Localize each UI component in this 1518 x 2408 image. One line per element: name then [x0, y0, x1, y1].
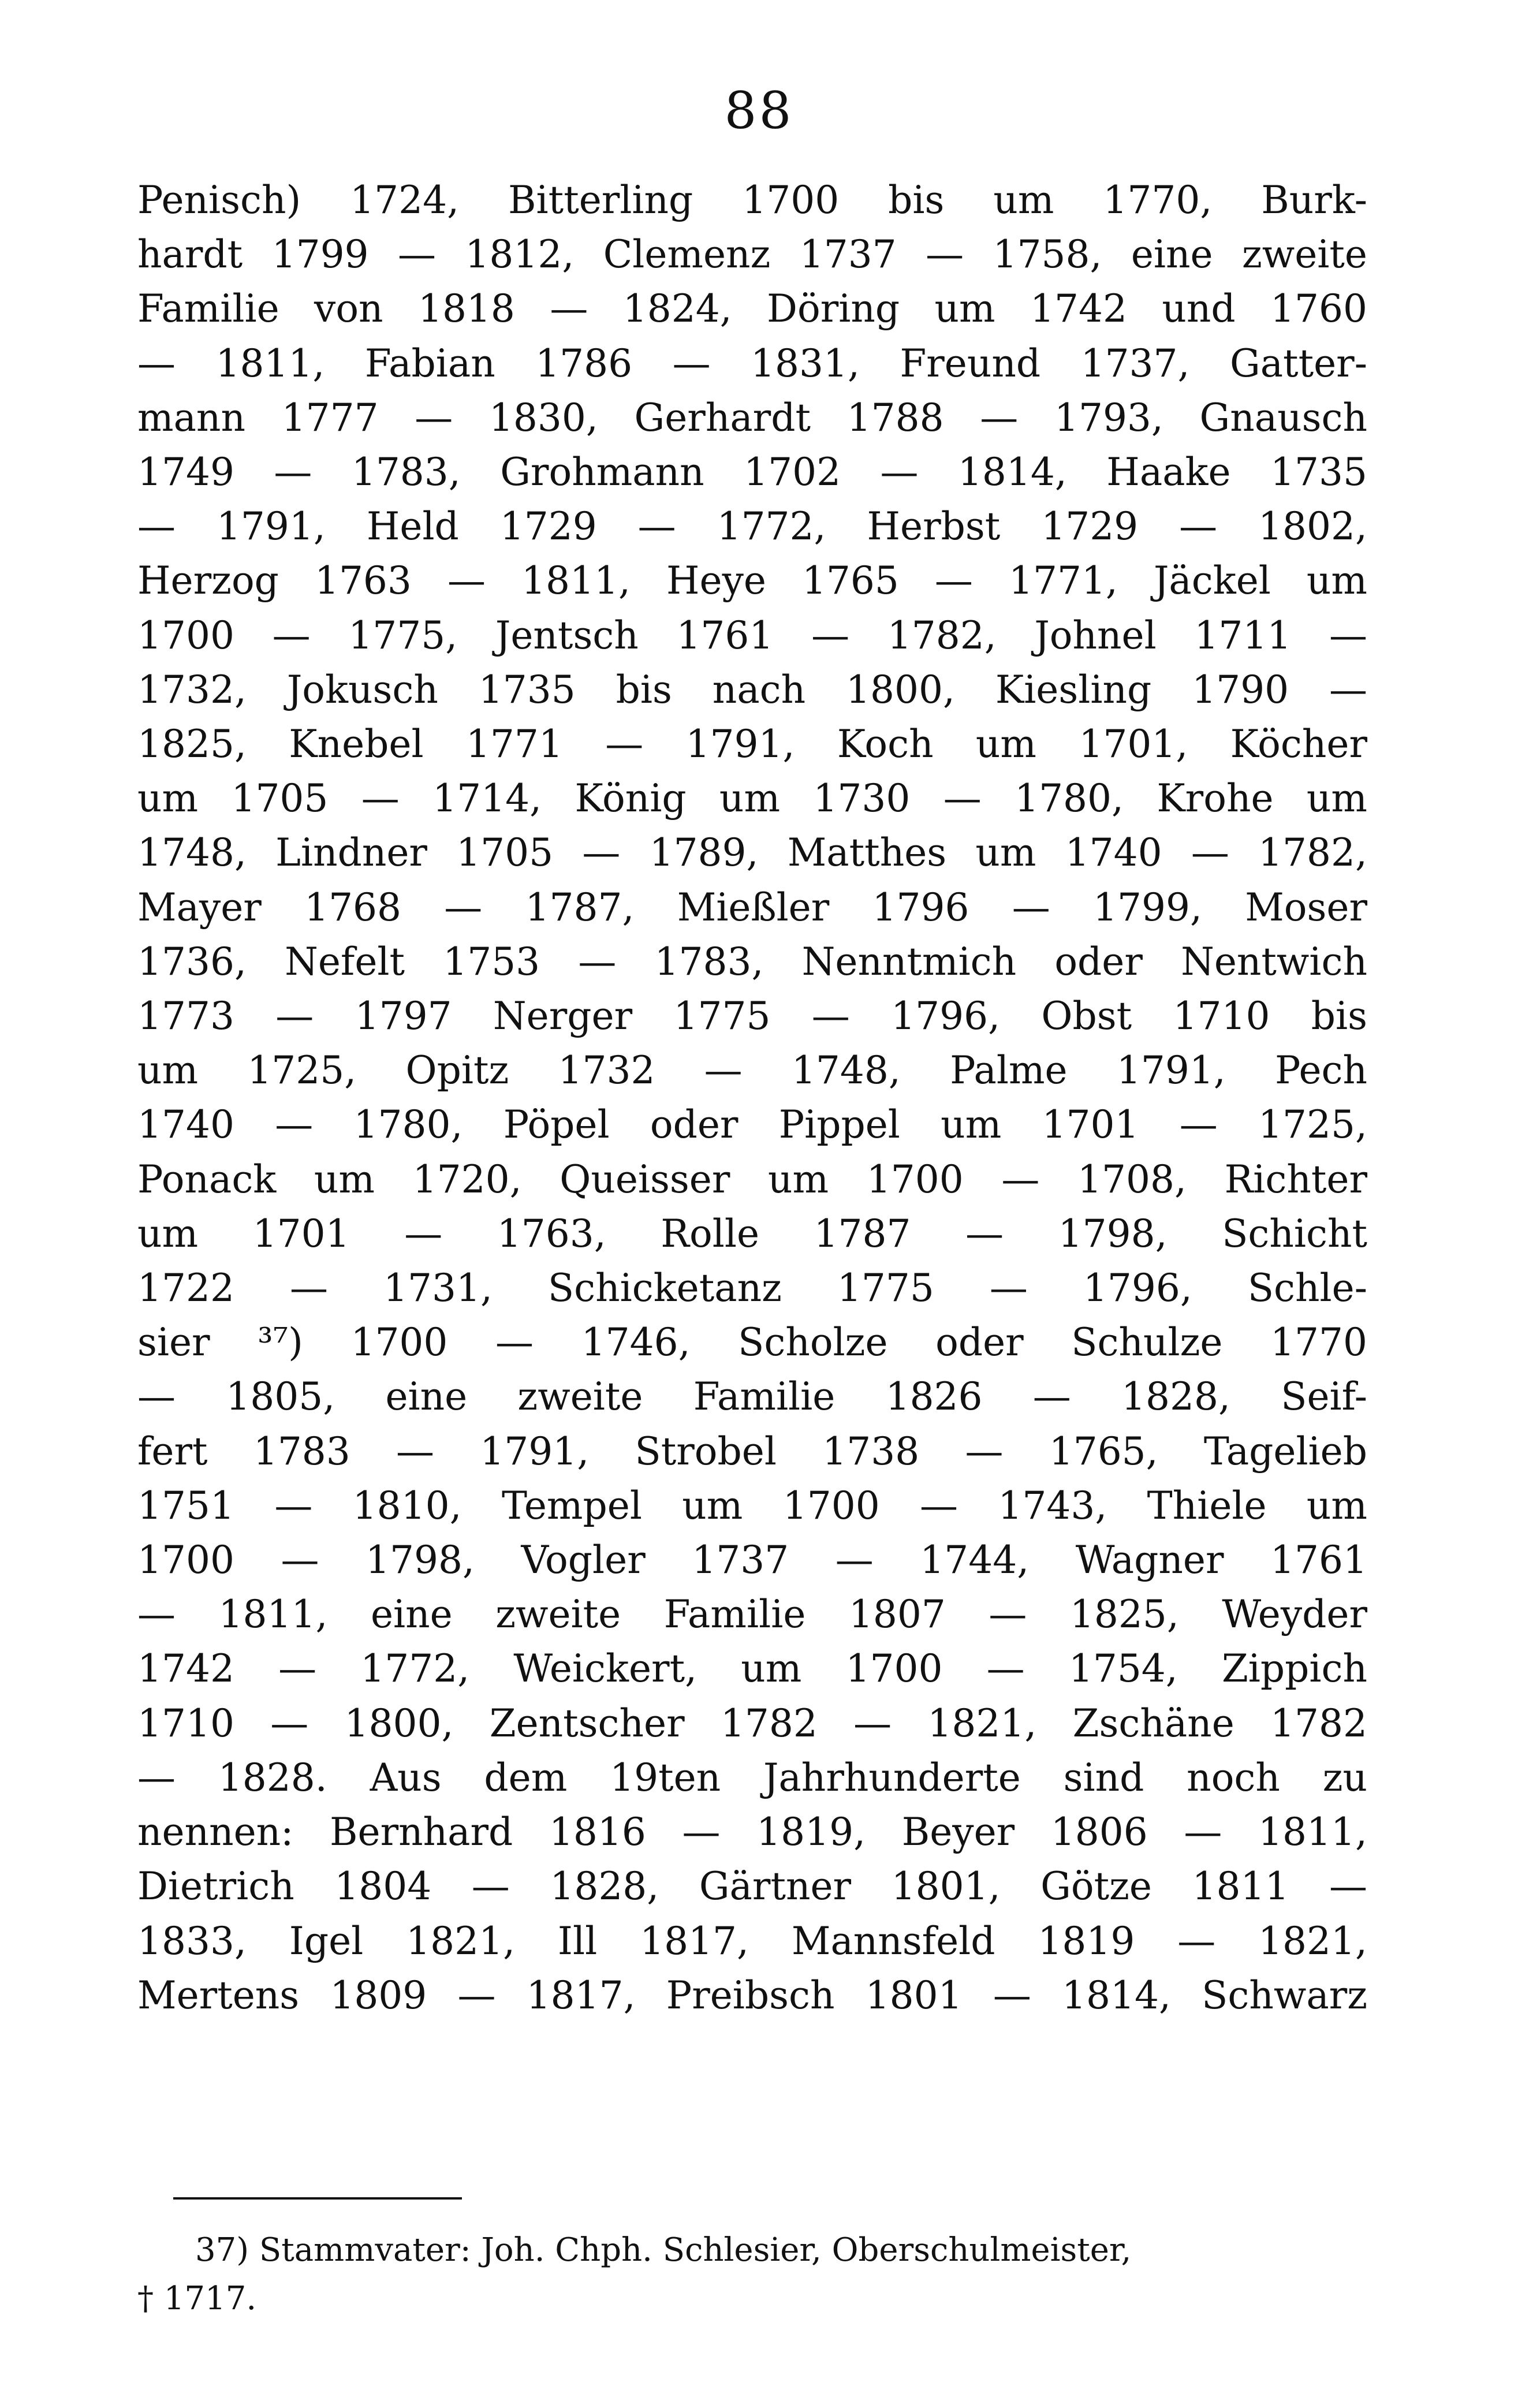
text-line: 1700 — 1775, Jentsch 1761 — 1782, Johnel 1711 —: [137, 613, 1367, 658]
text-line: Mertens 1809 — 1817, Preibsch 1801 — 1814, Schwarz: [137, 1973, 1367, 2018]
footnote: [137, 2226, 1367, 2323]
text-line: 1773 — 1797 Nerger 1775 — 1796, Obst 1710 bis: [137, 994, 1367, 1039]
footnote-line: 37) Stammvater: Joh. Chph. Schlesier, Oberschulmeister,: [195, 2231, 1132, 2269]
text-line: 1732, Jokusch 1735 bis nach 1800, Kiesling 1790 —: [137, 667, 1367, 712]
text-line: Dietrich 1804 — 1828, Gärtner 1801, Götze 1811 —: [137, 1864, 1367, 1909]
text-line: — 1828. Aus dem 19ten Jahrhunderte sind noch zu: [137, 1755, 1367, 1800]
text-line: 1749 — 1783, Grohmann 1702 — 1814, Haake 1735: [137, 450, 1367, 495]
text-line: 1736, Nefelt 1753 — 1783, Nenntmich oder Nentwich: [137, 939, 1367, 984]
text-line: — 1805, eine zweite Familie 1826 — 1828, Seif-: [137, 1374, 1367, 1419]
text-line: nennen: Bernhard 1816 — 1819, Beyer 1806 — 1811,: [137, 1810, 1367, 1855]
text-line: um 1705 — 1714, König um 1730 — 1780, Krohe um: [137, 776, 1367, 821]
footnote-divider: [173, 2197, 462, 2200]
text-line: 1710 — 1800, Zentscher 1782 — 1821, Zschäne 1782: [137, 1701, 1367, 1746]
text-line: 1751 — 1810, Tempel um 1700 — 1743, Thiele um: [137, 1483, 1367, 1528]
text-line: 1742 — 1772, Weickert, um 1700 — 1754, Zippich: [137, 1646, 1367, 1691]
text-line: um 1701 — 1763, Rolle 1787 — 1798, Schicht: [137, 1211, 1367, 1256]
footnote-line: † 1717.: [137, 2280, 257, 2317]
text-line: fert 1783 — 1791, Strobel 1738 — 1765, Tagelieb: [137, 1429, 1367, 1474]
body-text: [137, 173, 1367, 2023]
text-line: 1700 — 1798, Vogler 1737 — 1744, Wagner 1761: [137, 1538, 1367, 1583]
text-line: 1833, Igel 1821, Ill 1817, Mannsfeld 1819 — 1821,: [137, 1918, 1367, 1963]
text-line: Penisch) 1724, Bitterling 1700 bis um 1770, Burk-: [137, 178, 1367, 222]
text-line: 1825, Knebel 1771 — 1791, Koch um 1701, Köcher: [137, 722, 1367, 767]
text-line: — 1791, Held 1729 — 1772, Herbst 1729 — 1802,: [137, 504, 1367, 549]
text-line: — 1811, eine zweite Familie 1807 — 1825, Weyder: [137, 1592, 1367, 1637]
text-line: 1748, Lindner 1705 — 1789, Matthes um 1740 — 1782,: [137, 830, 1367, 875]
text-line: 1722 — 1731, Schicketanz 1775 — 1796, Schle-: [137, 1266, 1367, 1311]
text-line: 1740 — 1780, Pöpel oder Pippel um 1701 — 1725,: [137, 1102, 1367, 1147]
text-line: sier ³⁷) 1700 — 1746, Scholze oder Schulze 1770: [137, 1320, 1367, 1365]
page-number: 88: [724, 81, 794, 140]
text-line: — 1811, Fabian 1786 — 1831, Freund 1737, Gatter-: [137, 341, 1367, 386]
text-line: Familie von 1818 — 1824, Döring um 1742 und 1760: [137, 286, 1367, 331]
text-line: Herzog 1763 — 1811, Heye 1765 — 1771, Jäckel um: [137, 558, 1367, 603]
text-line: Mayer 1768 — 1787, Mießler 1796 — 1799, Moser: [137, 885, 1367, 930]
text-line: Ponack um 1720, Queisser um 1700 — 1708, Richter: [137, 1157, 1367, 1202]
text-line: mann 1777 — 1830, Gerhardt 1788 — 1793, Gnausch: [137, 395, 1367, 440]
text-line: hardt 1799 — 1812, Clemenz 1737 — 1758, eine zweite: [137, 232, 1367, 277]
text-line: um 1725, Opitz 1732 — 1748, Palme 1791, Pech: [137, 1048, 1367, 1093]
